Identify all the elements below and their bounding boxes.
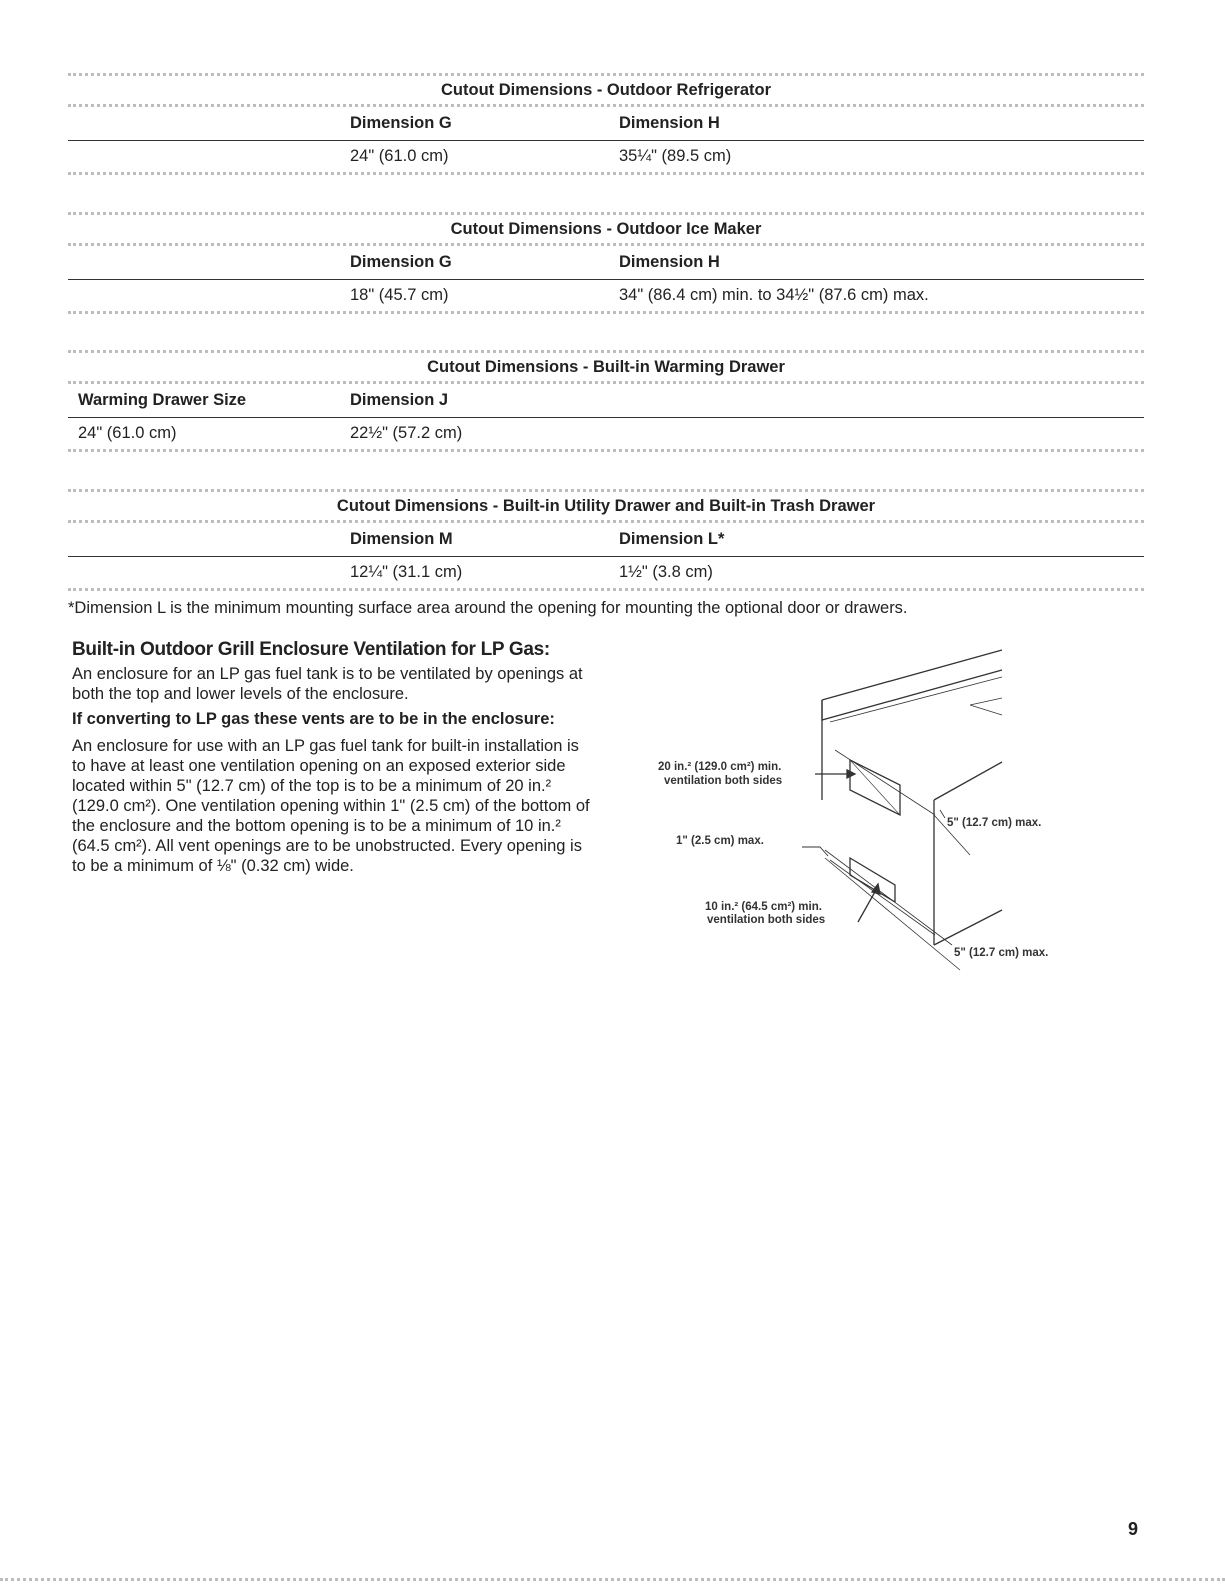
section-heading: Built-in Outdoor Grill Enclosure Ventilation for LP Gas: — [72, 639, 550, 660]
table-title: Cutout Dimensions - Built-in Utility Drawer and Built-in Trash Drawer — [68, 489, 1144, 523]
header-cell: Dimension H — [619, 114, 720, 132]
bottom-vent-label-line1: 10 in.² (64.5 cm²) min. — [705, 901, 822, 913]
table-cell: 18" (45.7 cm) — [350, 286, 449, 304]
table-row — [68, 141, 1144, 175]
table-row — [68, 557, 1144, 591]
header-cell: Dimension M — [350, 530, 453, 548]
bottom-height-label: 5" (12.7 cm) max. — [954, 947, 1049, 959]
bottom-vent-label-line2: ventilation both sides — [707, 914, 826, 926]
table-warming-drawer — [68, 350, 1144, 452]
table-cell: 34" (86.4 cm) min. to 34½" (87.6 cm) max. — [619, 286, 929, 304]
header-cell: Dimension J — [350, 391, 449, 409]
table-title: Cutout Dimensions - Built-in Warming Drawer — [68, 350, 1144, 384]
top-vent-label-line1: 20 in.² (129.0 cm²) min. — [658, 761, 782, 773]
table-header-row — [68, 523, 1144, 557]
table-cell: 35¼" (89.5 cm) — [619, 147, 732, 165]
table-cell: 12¼" (31.1 cm) — [350, 563, 463, 581]
table-row — [68, 418, 1144, 452]
header-cell: Dimension H — [619, 253, 720, 271]
header-cell: Dimension G — [350, 253, 452, 271]
table-title: Cutout Dimensions - Outdoor Ice Maker — [68, 212, 1144, 246]
bottom-gap-label: 1" (2.5 cm) max. — [676, 835, 764, 847]
footnote: *Dimension L is the minimum mounting surface area around the opening for mounting the optional door or drawers. — [68, 599, 908, 617]
table-cell: 24" (61.0 cm) — [350, 147, 449, 165]
top-vent-label-line2: ventilation both sides — [664, 775, 783, 787]
table-header-row — [68, 246, 1144, 280]
bottom-divider — [0, 1578, 1225, 1581]
table-header-row — [68, 107, 1144, 141]
table-outdoor-ice-maker — [68, 212, 1144, 314]
subheading: If converting to LP gas these vents are to be in the enclosure: — [72, 710, 555, 728]
table-outdoor-refrigerator — [68, 73, 1144, 175]
table-row — [68, 280, 1144, 314]
table-title: Cutout Dimensions - Outdoor Refrigerator — [68, 73, 1144, 107]
body-paragraph: An enclosure for use with an LP gas fuel tank for built-in installation is to have at least one ventilation opening on an exposed exterior side located within 5" (12.7 cm) of the top is to be a minimum of 20 in.² (129.0 cm²). One ventilation opening within 1" (2.5 cm) of the bottom of the enclosure and the bottom opening is to be a minimum of 10 in.² (64.5 cm²). All vent openings are to be unobstructed. Every opening is to be a minimum of ⅛" (0.32 cm) wide. — [72, 737, 590, 875]
table-cell: 1½" (3.8 cm) — [619, 563, 713, 581]
table-cell: 22½" (57.2 cm) — [350, 424, 463, 442]
header-cell: Dimension G — [350, 114, 452, 132]
table-cell: 24" (61.0 cm) — [78, 424, 177, 442]
top-gap-label: 5" (12.7 cm) max. — [947, 817, 1042, 829]
table-header-row — [68, 384, 1144, 418]
header-cell: Dimension L* — [619, 530, 725, 548]
table-utility-trash-drawer — [68, 489, 1144, 591]
header-cell: Warming Drawer Size — [78, 391, 247, 409]
enclosure-ventilation-diagram — [650, 640, 1080, 980]
page-number: 9 — [1128, 1519, 1139, 1539]
intro-paragraph: An enclosure for an LP gas fuel tank is to be ventilated by openings at both the top and lower levels of the enclosure. — [72, 665, 583, 703]
